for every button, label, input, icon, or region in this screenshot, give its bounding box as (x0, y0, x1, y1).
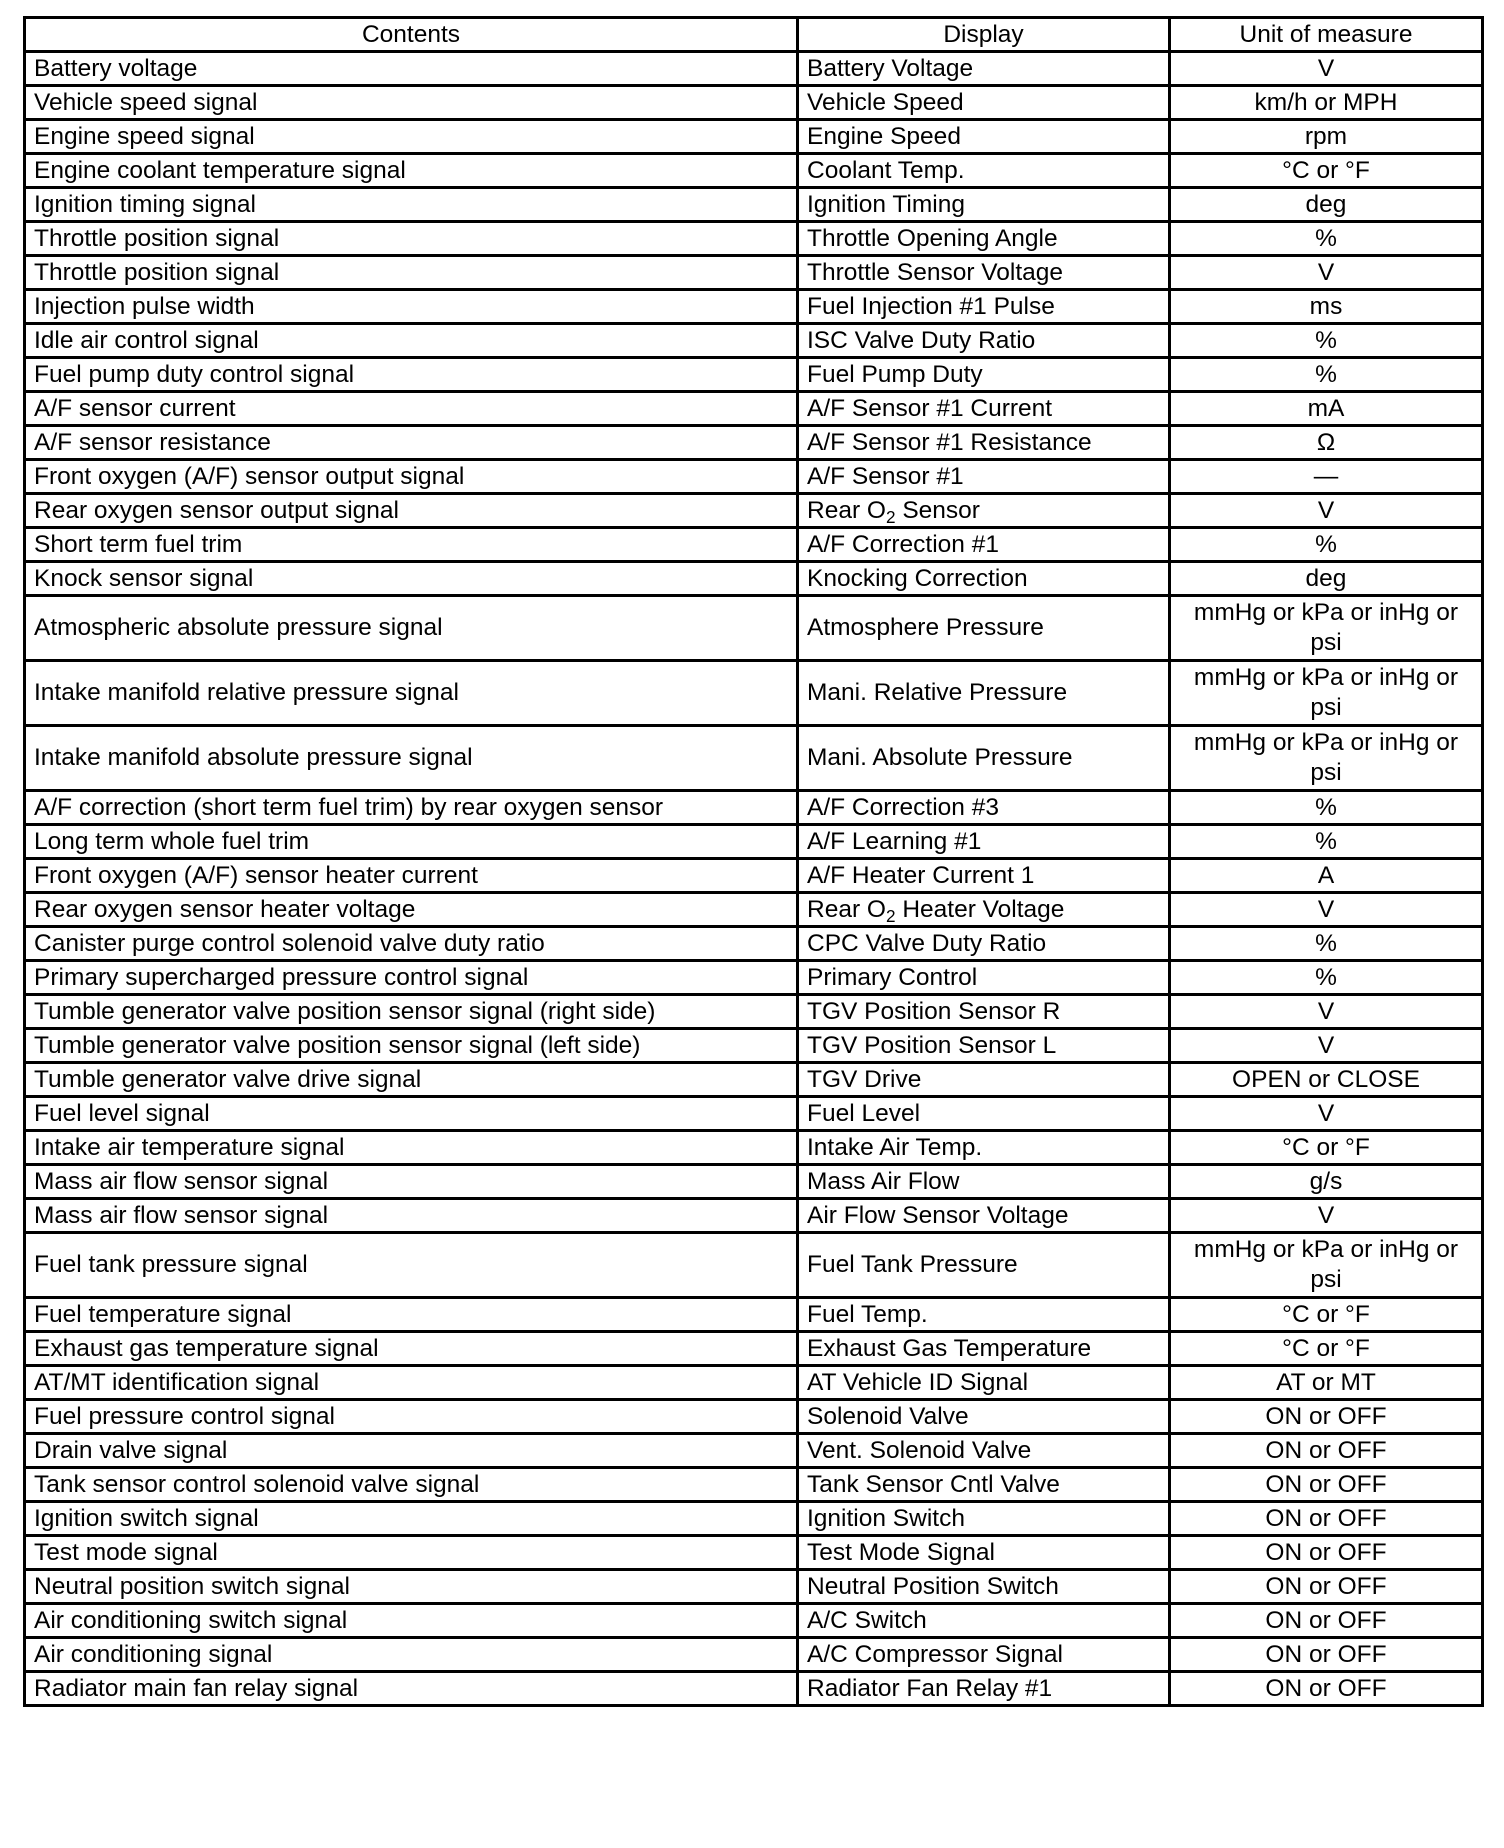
cell-display: Fuel Injection #1 Pulse (798, 290, 1170, 324)
cell-contents: Tumble generator valve drive signal (25, 1063, 798, 1097)
cell-contents: Rear oxygen sensor output signal (25, 494, 798, 528)
table-row (25, 825, 1483, 859)
cell-display: A/F Correction #1 (798, 528, 1170, 562)
cell-display: A/F Correction #3 (798, 791, 1170, 825)
cell-contents: Neutral position switch signal (25, 1570, 798, 1604)
cell-display: A/C Switch (798, 1604, 1170, 1638)
table-row (25, 1199, 1483, 1233)
cell-contents: Front oxygen (A/F) sensor heater current (25, 859, 798, 893)
cell-unit: V (1170, 1199, 1483, 1233)
cell-unit: °C or °F (1170, 1131, 1483, 1165)
table-row (25, 120, 1483, 154)
cell-unit: % (1170, 358, 1483, 392)
cell-display: TGV Position Sensor R (798, 995, 1170, 1029)
table-row (25, 1298, 1483, 1332)
cell-unit: V (1170, 52, 1483, 86)
cell-unit: deg (1170, 562, 1483, 596)
cell-display: Fuel Temp. (798, 1298, 1170, 1332)
cell-display: Solenoid Valve (798, 1400, 1170, 1434)
cell-contents: Mass air flow sensor signal (25, 1199, 798, 1233)
cell-contents: Exhaust gas temperature signal (25, 1332, 798, 1366)
table-row (25, 528, 1483, 562)
header-unit: Unit of measure (1170, 18, 1483, 52)
cell-unit: % (1170, 324, 1483, 358)
cell-unit: % (1170, 528, 1483, 562)
cell-display: CPC Valve Duty Ratio (798, 927, 1170, 961)
cell-contents: Intake manifold absolute pressure signal (25, 726, 798, 791)
cell-display: Primary Control (798, 961, 1170, 995)
cell-unit: ON or OFF (1170, 1570, 1483, 1604)
table-row (25, 562, 1483, 596)
cell-display: Air Flow Sensor Voltage (798, 1199, 1170, 1233)
cell-contents: Fuel pressure control signal (25, 1400, 798, 1434)
cell-display: Coolant Temp. (798, 154, 1170, 188)
cell-display: Vehicle Speed (798, 86, 1170, 120)
cell-unit: ON or OFF (1170, 1638, 1483, 1672)
table-row (25, 52, 1483, 86)
cell-display: Test Mode Signal (798, 1536, 1170, 1570)
cell-unit: % (1170, 825, 1483, 859)
cell-contents: Air conditioning signal (25, 1638, 798, 1672)
cell-contents: Front oxygen (A/F) sensor output signal (25, 460, 798, 494)
cell-contents: Mass air flow sensor signal (25, 1165, 798, 1199)
cell-unit: mmHg or kPa or inHg or psi (1170, 661, 1483, 726)
cell-unit: V (1170, 995, 1483, 1029)
table-body (25, 52, 1483, 1706)
header-display: Display (798, 18, 1170, 52)
cell-display: AT Vehicle ID Signal (798, 1366, 1170, 1400)
cell-contents: Air conditioning switch signal (25, 1604, 798, 1638)
table-row (25, 290, 1483, 324)
cell-unit: mmHg or kPa or inHg or psi (1170, 596, 1483, 661)
cell-display: Mani. Absolute Pressure (798, 726, 1170, 791)
cell-display: Throttle Sensor Voltage (798, 256, 1170, 290)
table-row (25, 494, 1483, 528)
cell-unit: mA (1170, 392, 1483, 426)
cell-unit: ON or OFF (1170, 1604, 1483, 1638)
table-row (25, 1638, 1483, 1672)
cell-display: Engine Speed (798, 120, 1170, 154)
cell-display: ISC Valve Duty Ratio (798, 324, 1170, 358)
cell-unit: mmHg or kPa or inHg or psi (1170, 726, 1483, 791)
table-row (25, 1233, 1483, 1298)
cell-display: Fuel Tank Pressure (798, 1233, 1170, 1298)
cell-contents: Long term whole fuel trim (25, 825, 798, 859)
table-row (25, 188, 1483, 222)
cell-unit: ms (1170, 290, 1483, 324)
cell-display: A/C Compressor Signal (798, 1638, 1170, 1672)
cell-contents: Intake air temperature signal (25, 1131, 798, 1165)
table-row (25, 726, 1483, 791)
table-row (25, 859, 1483, 893)
table-row (25, 154, 1483, 188)
cell-display: A/F Sensor #1 Resistance (798, 426, 1170, 460)
table-row (25, 791, 1483, 825)
cell-unit: % (1170, 927, 1483, 961)
cell-contents: A/F sensor current (25, 392, 798, 426)
cell-contents: Fuel temperature signal (25, 1298, 798, 1332)
cell-display: Vent. Solenoid Valve (798, 1434, 1170, 1468)
display-text: Rear O (807, 496, 886, 524)
cell-display: Mass Air Flow (798, 1165, 1170, 1199)
table-row (25, 1400, 1483, 1434)
table-row (25, 324, 1483, 358)
cell-unit: °C or °F (1170, 1298, 1483, 1332)
cell-display: Atmosphere Pressure (798, 596, 1170, 661)
cell-display: Fuel Level (798, 1097, 1170, 1131)
cell-unit: V (1170, 256, 1483, 290)
cell-contents: Idle air control signal (25, 324, 798, 358)
table-header-row (25, 18, 1483, 52)
cell-contents: Fuel tank pressure signal (25, 1233, 798, 1298)
cell-display: TGV Drive (798, 1063, 1170, 1097)
cell-unit: OPEN or CLOSE (1170, 1063, 1483, 1097)
table-row (25, 1029, 1483, 1063)
table-row (25, 222, 1483, 256)
cell-display: TGV Position Sensor L (798, 1029, 1170, 1063)
cell-display: Battery Voltage (798, 52, 1170, 86)
table-row (25, 1131, 1483, 1165)
cell-contents: Throttle position signal (25, 222, 798, 256)
cell-contents: Throttle position signal (25, 256, 798, 290)
cell-display: A/F Sensor #1 Current (798, 392, 1170, 426)
cell-contents: Fuel level signal (25, 1097, 798, 1131)
cell-display: Ignition Timing (798, 188, 1170, 222)
cell-unit: V (1170, 494, 1483, 528)
cell-contents: AT/MT identification signal (25, 1366, 798, 1400)
cell-contents: Ignition switch signal (25, 1502, 798, 1536)
cell-contents: Atmospheric absolute pressure signal (25, 596, 798, 661)
cell-display: Mani. Relative Pressure (798, 661, 1170, 726)
cell-contents: Engine coolant temperature signal (25, 154, 798, 188)
cell-unit: Ω (1170, 426, 1483, 460)
cell-display: Intake Air Temp. (798, 1131, 1170, 1165)
cell-contents: Injection pulse width (25, 290, 798, 324)
cell-unit: ON or OFF (1170, 1434, 1483, 1468)
display-text: Rear O (807, 895, 886, 923)
cell-unit: ON or OFF (1170, 1672, 1483, 1706)
cell-unit: °C or °F (1170, 1332, 1483, 1366)
cell-unit: deg (1170, 188, 1483, 222)
cell-unit: ON or OFF (1170, 1502, 1483, 1536)
cell-display: A/F Sensor #1 (798, 460, 1170, 494)
cell-contents: Drain valve signal (25, 1434, 798, 1468)
cell-display: A/F Heater Current 1 (798, 859, 1170, 893)
display-subscript: 2 (885, 905, 896, 926)
cell-display: Fuel Pump Duty (798, 358, 1170, 392)
cell-contents: Fuel pump duty control signal (25, 358, 798, 392)
cell-display (798, 494, 1170, 528)
table-row (25, 256, 1483, 290)
cell-contents: Tumble generator valve position sensor signal (left side) (25, 1029, 798, 1063)
cell-contents: Canister purge control solenoid valve duty ratio (25, 927, 798, 961)
cell-display: Neutral Position Switch (798, 1570, 1170, 1604)
cell-unit: % (1170, 222, 1483, 256)
table-row (25, 392, 1483, 426)
cell-contents: Test mode signal (25, 1536, 798, 1570)
table-row (25, 1434, 1483, 1468)
table-row (25, 1604, 1483, 1638)
cell-contents: Knock sensor signal (25, 562, 798, 596)
table-row (25, 358, 1483, 392)
table-row (25, 1097, 1483, 1131)
cell-unit: V (1170, 1029, 1483, 1063)
data-table (23, 16, 1484, 1707)
table-row (25, 86, 1483, 120)
table-row (25, 1063, 1483, 1097)
cell-contents: Primary supercharged pressure control signal (25, 961, 798, 995)
cell-display (798, 893, 1170, 927)
cell-display: Knocking Correction (798, 562, 1170, 596)
display-text-after: Heater Voltage (895, 895, 1065, 923)
cell-contents: A/F sensor resistance (25, 426, 798, 460)
cell-contents: A/F correction (short term fuel trim) by rear oxygen sensor (25, 791, 798, 825)
cell-unit: g/s (1170, 1165, 1483, 1199)
table-row (25, 927, 1483, 961)
table-row (25, 1570, 1483, 1604)
table-row (25, 1366, 1483, 1400)
cell-unit: % (1170, 791, 1483, 825)
cell-contents: Intake manifold relative pressure signal (25, 661, 798, 726)
table-row (25, 961, 1483, 995)
cell-display: A/F Learning #1 (798, 825, 1170, 859)
table-row (25, 1536, 1483, 1570)
display-text-after: Sensor (895, 496, 980, 524)
table-row (25, 1165, 1483, 1199)
table-row (25, 1468, 1483, 1502)
table-row (25, 426, 1483, 460)
cell-unit: km/h or MPH (1170, 86, 1483, 120)
table-row (25, 1502, 1483, 1536)
cell-display: Radiator Fan Relay #1 (798, 1672, 1170, 1706)
cell-contents: Battery voltage (25, 52, 798, 86)
cell-unit: V (1170, 893, 1483, 927)
cell-unit: AT or MT (1170, 1366, 1483, 1400)
cell-display: Exhaust Gas Temperature (798, 1332, 1170, 1366)
table-row (25, 1672, 1483, 1706)
header-contents: Contents (25, 18, 798, 52)
cell-display: Tank Sensor Cntl Valve (798, 1468, 1170, 1502)
cell-unit: — (1170, 460, 1483, 494)
table-row (25, 995, 1483, 1029)
display-subscript: 2 (885, 506, 896, 527)
cell-unit: ON or OFF (1170, 1536, 1483, 1570)
cell-contents: Rear oxygen sensor heater voltage (25, 893, 798, 927)
cell-unit: A (1170, 859, 1483, 893)
table-row (25, 661, 1483, 726)
table-row (25, 893, 1483, 927)
table-row (25, 460, 1483, 494)
table-row (25, 596, 1483, 661)
cell-display: Ignition Switch (798, 1502, 1170, 1536)
data-table-document (23, 16, 1481, 1707)
cell-contents: Tumble generator valve position sensor signal (right side) (25, 995, 798, 1029)
cell-contents: Engine speed signal (25, 120, 798, 154)
cell-unit: °C or °F (1170, 154, 1483, 188)
cell-contents: Vehicle speed signal (25, 86, 798, 120)
cell-contents: Short term fuel trim (25, 528, 798, 562)
table-row (25, 1332, 1483, 1366)
cell-unit: V (1170, 1097, 1483, 1131)
cell-unit: ON or OFF (1170, 1468, 1483, 1502)
cell-contents: Tank sensor control solenoid valve signal (25, 1468, 798, 1502)
cell-unit: ON or OFF (1170, 1400, 1483, 1434)
cell-display: Throttle Opening Angle (798, 222, 1170, 256)
cell-unit: rpm (1170, 120, 1483, 154)
cell-unit: % (1170, 961, 1483, 995)
cell-unit: mmHg or kPa or inHg or psi (1170, 1233, 1483, 1298)
cell-contents: Radiator main fan relay signal (25, 1672, 798, 1706)
cell-contents: Ignition timing signal (25, 188, 798, 222)
